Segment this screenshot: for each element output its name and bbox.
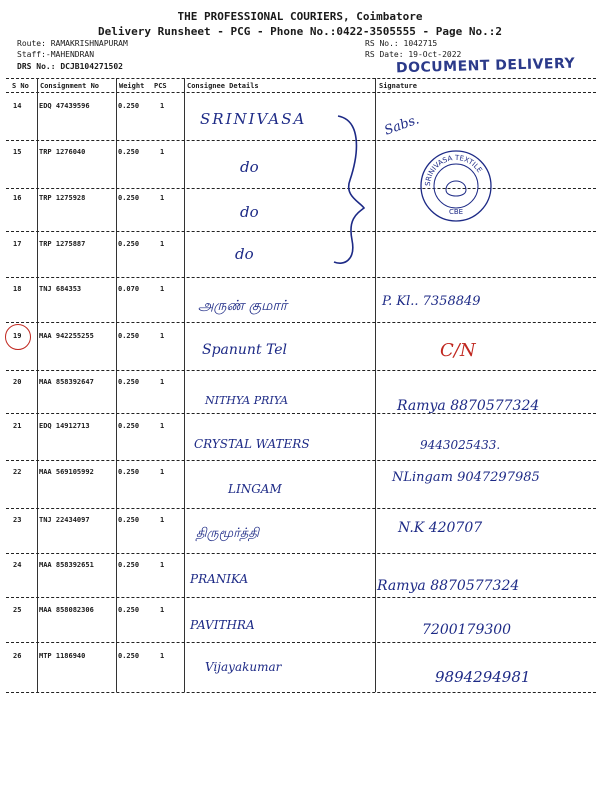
- row-weight: 0.250: [118, 332, 140, 340]
- rs-number: RS No.: 1042715: [365, 39, 438, 48]
- row-rule: [6, 553, 596, 554]
- row-consignee: அருண் குமார்: [198, 298, 288, 314]
- runsheet-title: Delivery Runsheet - PCG - Phone No.:0422-3505555 - Page No.:2: [98, 25, 502, 38]
- row-consignee: CRYSTAL WATERS: [194, 437, 310, 451]
- row-sno: 24: [13, 561, 22, 569]
- row-signature: N.K 420707: [398, 520, 483, 536]
- row-weight: 0.250: [118, 422, 140, 430]
- row-consignment: EDQ 47439596: [39, 102, 90, 110]
- row-consignment: MAA 858392647: [39, 378, 94, 386]
- row-consignment: MAA 858082306: [39, 606, 94, 614]
- row-rule: [6, 370, 596, 371]
- row-pcs: 1: [160, 332, 165, 340]
- row-signature: C/N: [440, 340, 476, 361]
- row-pcs: 1: [160, 652, 165, 660]
- row-signature: Sabs.: [382, 112, 422, 139]
- row-consignee: LINGAM: [228, 482, 282, 496]
- row-weight: 0.250: [118, 516, 140, 524]
- row-rule: [6, 231, 596, 232]
- row-consignment: TRP 1275928: [39, 194, 86, 202]
- row-signature: 9443025433.: [420, 438, 501, 452]
- row-pcs: 1: [160, 468, 165, 476]
- row-consignee: PAVITHRA: [190, 618, 255, 632]
- row-signature: 7200179300: [422, 622, 512, 638]
- row-pcs: 1: [160, 516, 165, 524]
- seal-ring-text: SRINIVASA TEXTILE: [423, 153, 484, 187]
- row-consignment: EDQ 14912713: [39, 422, 90, 430]
- row-consignment: TNJ 684353: [39, 285, 82, 293]
- row-sno: 20: [13, 378, 22, 386]
- row-weight: 0.070: [118, 285, 140, 293]
- company-title: THE PROFESSIONAL COURIERS, Coimbatore: [177, 10, 423, 23]
- row-sno: 18: [13, 285, 22, 293]
- row-rule: [6, 460, 596, 461]
- row-sno: 21: [13, 422, 22, 430]
- row-consignee: NITHYA PRIYA: [205, 394, 289, 407]
- row-sno: 15: [13, 148, 22, 156]
- row-weight: 0.250: [118, 194, 140, 202]
- route: Route: RAMAKRISHNAPURAM: [17, 39, 128, 48]
- row-signature: NLingam 9047297985: [392, 470, 540, 485]
- row-signature: 9894294981: [435, 668, 531, 686]
- row-consignee: do: [240, 203, 259, 221]
- row-weight: 0.250: [118, 468, 140, 476]
- row-weight: 0.250: [118, 652, 140, 660]
- row-sno: 17: [13, 240, 22, 248]
- seal-city-text: CBE: [448, 208, 464, 216]
- row-signature: P. Kl.. 7358849: [382, 294, 481, 309]
- row-consignment: TNJ 22434097: [39, 516, 90, 524]
- col-divider: [184, 78, 185, 692]
- row-consignment: TRP 1275887: [39, 240, 86, 248]
- row-sno: 14: [13, 102, 22, 110]
- row-sno: 19: [13, 332, 22, 340]
- row-sno: 25: [13, 606, 22, 614]
- row-pcs: 1: [160, 378, 165, 386]
- row-consignment: MAA 858392651: [39, 561, 94, 569]
- row-pcs: 1: [160, 561, 165, 569]
- row-weight: 0.250: [118, 240, 140, 248]
- row-consignee: PRANIKA: [190, 572, 249, 586]
- row-consignee: Spanunt Tel: [202, 342, 288, 358]
- col-header-pcs: PCS: [154, 82, 167, 90]
- row-pcs: 1: [160, 285, 165, 293]
- table-top-rule: [6, 78, 596, 79]
- row-weight: 0.250: [118, 148, 140, 156]
- row-consignee: திருமூர்த்தி: [196, 526, 260, 541]
- row-rule: [6, 140, 596, 141]
- table-bottom-rule: [6, 692, 596, 693]
- row-signature: Ramya 8870577324: [377, 578, 520, 594]
- row-pcs: 1: [160, 422, 165, 430]
- row-rule: [6, 277, 596, 278]
- col-divider: [37, 78, 38, 692]
- row-pcs: 1: [160, 194, 165, 202]
- seal-stamp: [416, 146, 496, 226]
- row-consignee: do: [235, 245, 254, 263]
- row-weight: 0.250: [118, 561, 140, 569]
- row-rule: [6, 322, 596, 323]
- row-consignee: Vijayakumar: [205, 660, 282, 674]
- row-weight: 0.250: [118, 378, 140, 386]
- row-consignment: MAA 942255255: [39, 332, 94, 340]
- row-consignment: MTP 1186940: [39, 652, 86, 660]
- row-sno: 23: [13, 516, 22, 524]
- table-header-rule: [6, 92, 596, 93]
- row-rule: [6, 508, 596, 509]
- row-rule: [6, 188, 596, 189]
- row-rule: [6, 597, 596, 598]
- col-divider: [375, 78, 376, 692]
- row-highlight-circle: [5, 324, 31, 350]
- drs-number: DRS No.: DCJB104271502: [17, 62, 123, 71]
- row-weight: 0.250: [118, 102, 140, 110]
- row-pcs: 1: [160, 102, 165, 110]
- row-rule: [6, 642, 596, 643]
- row-consignee: do: [240, 158, 259, 176]
- col-header-weight: Weight: [119, 82, 145, 90]
- row-weight: 0.250: [118, 606, 140, 614]
- staff: Staff:-MAHENDRAN: [17, 50, 95, 59]
- rs-date: RS Date: 19-Oct-2022: [365, 50, 462, 59]
- ditto-brace: [330, 110, 370, 270]
- col-header-sno: S No: [12, 82, 29, 90]
- col-header-consignee: Consignee Details: [187, 82, 259, 90]
- row-sno: 26: [13, 652, 22, 660]
- row-pcs: 1: [160, 606, 165, 614]
- row-signature: Ramya 8870577324: [397, 398, 540, 414]
- col-header-signature: Signature: [379, 82, 417, 90]
- col-header-consignment: Consignment No: [40, 82, 100, 90]
- document-delivery-stamp: DOCUMENT DELIVERY: [395, 55, 576, 77]
- row-pcs: 1: [160, 240, 165, 248]
- row-consignment: MAA 569105992: [39, 468, 94, 476]
- row-consignee: SRINIVASA: [200, 110, 307, 128]
- row-sno: 22: [13, 468, 22, 476]
- row-sno: 16: [13, 194, 22, 202]
- row-pcs: 1: [160, 148, 165, 156]
- col-divider: [116, 78, 117, 692]
- row-consignment: TRP 1276040: [39, 148, 86, 156]
